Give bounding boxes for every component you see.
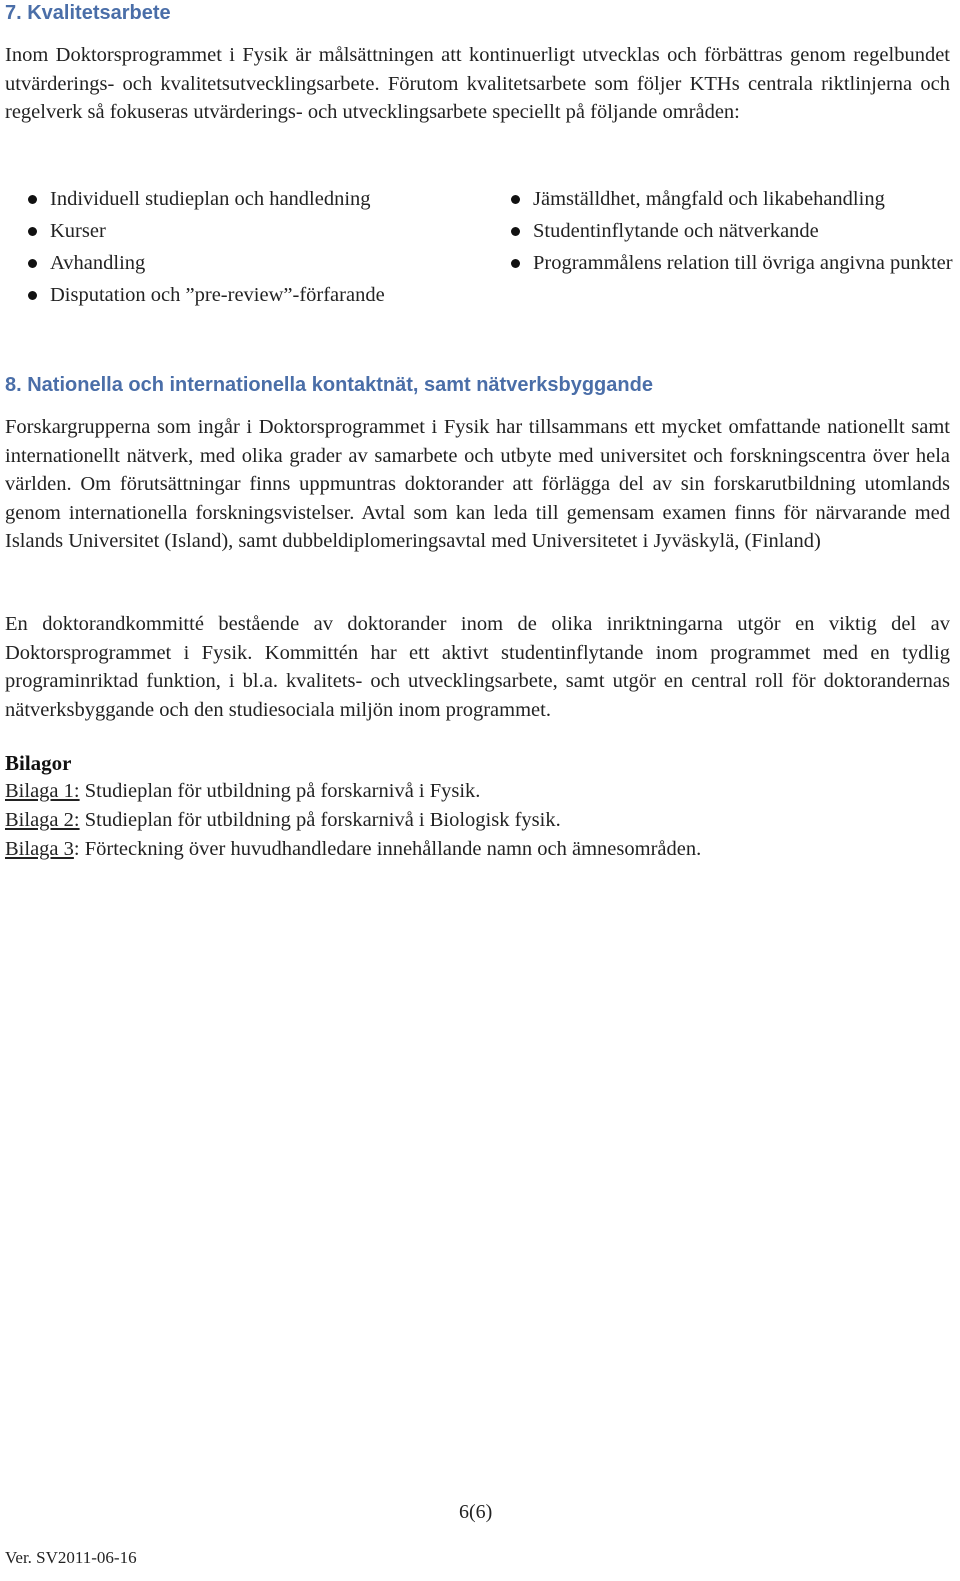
section-8-paragraph-2: En doktorandkommitté bestående av doktorander inom de olika inriktningarna utgör en viktig del av Doktorsprogrammet i Fysik. Kommittén har ett aktivt studentinflytande inom programmet med en tydlig programinriktad funktion, i bl.a. kvalitets- och utvecklingsarbete, samt utgör en central roll för doktorandernas nätverksbyggande och den studiesociala miljön inom programmet.: [5, 613, 950, 721]
list-item: Jämställdhet, mångfald och likabehandling: [503, 183, 953, 215]
bilaga-2-link[interactable]: Bilaga 2:: [5, 809, 80, 831]
page-number: 6(6): [459, 1501, 493, 1523]
bullet-list-left: [20, 183, 470, 311]
bilagor-heading: Bilagor: [5, 751, 72, 775]
section-8-heading: 8. Nationella och internationella kontaktnät, samt nätverksbyggande: [5, 374, 653, 396]
bilaga-1: Bilaga 1: Studieplan för utbildning på forskarnivå i Fysik.: [5, 780, 481, 802]
section-7-intro: Inom Doktorsprogrammet i Fysik är målsättningen att kontinuerligt utvecklas och förbättras genom regelbundet utvärderings- och kvalitetsutvecklingsarbete. Förutom kvalitetsarbete som följer KTHs centrala riktlinjerna och regelverk så fokuseras utvärderings- och utvecklingsarbete speciellt på följande områden:: [5, 44, 950, 123]
bullet-icon: [28, 195, 37, 204]
bullet-icon: [511, 259, 520, 268]
list-item: Individuell studieplan och handledning: [20, 183, 470, 215]
bullet-icon: [28, 291, 37, 300]
section-7-heading: 7. Kvalitetsarbete: [5, 2, 171, 24]
bilaga-3-link[interactable]: Bilaga 3: [5, 838, 74, 860]
version-label: Ver. SV2011-06-16: [5, 1548, 137, 1567]
bullet-icon: [511, 227, 520, 236]
bullet-icon: [28, 227, 37, 236]
bullet-icon: [511, 195, 520, 204]
list-item: Programmålens relation till övriga angivna punkter: [503, 247, 953, 277]
bilaga-2: Bilaga 2: Studieplan för utbildning på forskarnivå i Biologisk fysik.: [5, 809, 561, 831]
section-8-paragraph-1: Forskargrupperna som ingår i Doktorsprogrammet i Fysik har tillsammans ett mycket omfattande nationellt samt internationellt nätverk, med olika grader av samarbete och utbyte med universitet och forskningscentra över hela världen. Om förutsättningar finns uppmuntras doktorander att förlägga del av sin forskarutbildning utomlands genom internationella forskningsvistelser. Avtal som kan leda till gemensam examen finns för närvarande med Islands Universitet (Island), samt dubbeldiplomeringsavtal med Universitetet i Jyväskylä, (Finland): [5, 416, 950, 552]
list-item: Avhandling: [20, 247, 470, 279]
bullet-list-right: [503, 183, 953, 277]
bullet-icon: [28, 259, 37, 268]
bilaga-1-link[interactable]: Bilaga 1:: [5, 780, 80, 802]
list-item: Studentinflytande och nätverkande: [503, 215, 953, 247]
bilaga-3: Bilaga 3: Förteckning över huvudhandledare innehållande namn och ämnesområden.: [5, 838, 702, 860]
list-item: Kurser: [20, 215, 470, 247]
list-item: Disputation och ”pre-review”-förfarande: [20, 279, 470, 311]
